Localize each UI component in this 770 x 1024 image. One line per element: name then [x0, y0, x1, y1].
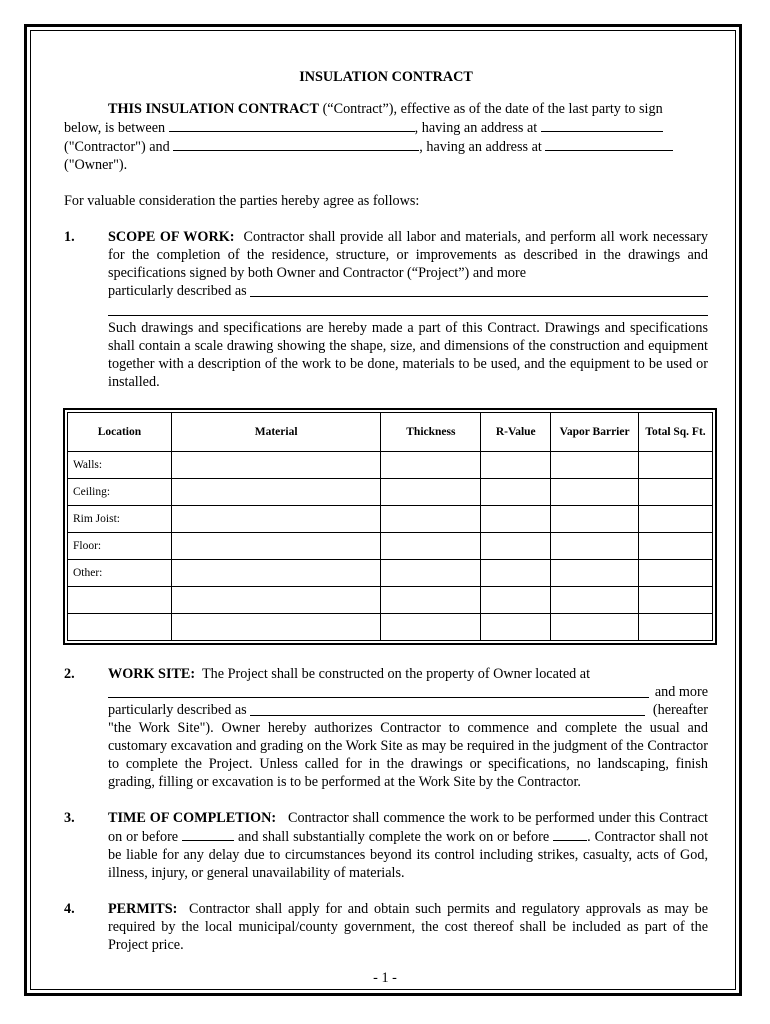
section-number: 2. — [64, 666, 75, 682]
contract-body — [64, 64, 708, 954]
section-text: Contractor shall provide all labor and materials, and perform all work necessary for the completion of the residence, structure, or improvements as described in the drawings and specifications signed by both Owner and Contractor (“Project”) and more — [108, 229, 709, 281]
insulation-table — [67, 412, 713, 641]
column-header: Location — [68, 413, 172, 452]
table-cell[interactable] — [481, 587, 551, 614]
table-cell[interactable] — [481, 506, 551, 533]
table-cell[interactable] — [171, 614, 381, 641]
intro-line3-b: , having an address at — [419, 139, 542, 155]
section-text: (hereafter — [652, 702, 708, 718]
section-text: Such drawings and specifications are hereby made a part of this Contract. Drawings and specifications shall contain a scale drawing showing the shape, size, and dimensions of the construction and equipment together with a description of the work to be done, materials to be used, and the equipment to be used or installed. — [108, 320, 708, 390]
table-row — [68, 560, 713, 587]
column-header: Material — [171, 413, 381, 452]
page-number: - 1 - — [373, 970, 397, 986]
table-cell[interactable] — [639, 479, 713, 506]
project-description-blank-2[interactable] — [108, 300, 708, 316]
table-cell[interactable] — [481, 614, 551, 641]
project-description-blank[interactable] — [250, 283, 708, 297]
table-row — [68, 587, 713, 614]
column-header: Vapor Barrier — [551, 413, 639, 452]
table-cell[interactable] — [551, 560, 639, 587]
table-cell[interactable] — [381, 479, 481, 506]
row-label: Rim Joist: — [68, 506, 172, 533]
section-text: Contractor shall commence the work to be performed under this Contract on or before — [108, 810, 708, 845]
intro-line2-b: , having an address at — [414, 120, 538, 136]
table-cell[interactable] — [639, 560, 713, 587]
table-cell[interactable] — [481, 560, 551, 587]
section-work-site — [64, 665, 708, 791]
table-cell[interactable] — [481, 533, 551, 560]
document-title: INSULATION CONTRACT — [299, 69, 473, 85]
table-cell[interactable] — [551, 506, 639, 533]
table-cell[interactable] — [171, 560, 381, 587]
table-cell[interactable] — [639, 452, 713, 479]
completion-date-blank[interactable] — [553, 827, 587, 841]
table-row — [68, 506, 713, 533]
owner-address-blank[interactable] — [545, 137, 673, 151]
table-cell[interactable] — [639, 506, 713, 533]
table-cell[interactable] — [171, 452, 381, 479]
table-cell[interactable] — [481, 452, 551, 479]
table-cell[interactable] — [639, 614, 713, 641]
table-cell[interactable] — [551, 614, 639, 641]
intro-line2-a: below, is between — [64, 120, 166, 136]
section-text: particularly described as — [108, 702, 247, 718]
section-text: "the Work Site"). Owner hereby authorizes Contractor to commence and complete the usual and customary excavation and grading on the Work Site as may be required in the judgment of the Contractor to complete the Project. Unless called for in the drawings or specifications, no landscaping, finish grading, filling or excavation is to be performed at the Work Site by the Contractor. — [108, 720, 708, 790]
table-cell[interactable] — [381, 506, 481, 533]
insulation-table-frame — [63, 408, 717, 645]
consideration-text: For valuable consideration the parties hereby agree as follows: — [64, 193, 420, 209]
section-text: and more — [654, 684, 708, 700]
table-cell[interactable] — [381, 533, 481, 560]
section-scope-of-work — [64, 228, 708, 391]
table-cell[interactable] — [381, 452, 481, 479]
row-label[interactable] — [68, 587, 172, 614]
intro-line1: (“Contract”), effective as of the date of the last party to sign — [319, 101, 663, 117]
table-cell[interactable] — [381, 560, 481, 587]
table-row — [68, 479, 713, 506]
work-site-description-blank[interactable] — [250, 702, 645, 716]
section-permits — [64, 900, 708, 954]
table-cell[interactable] — [551, 479, 639, 506]
section-number: 1. — [64, 229, 75, 245]
section-heading: PERMITS: — [108, 901, 178, 917]
contractor-address-blank[interactable] — [541, 118, 663, 132]
table-cell[interactable] — [171, 587, 381, 614]
table-cell[interactable] — [551, 452, 639, 479]
table-row — [68, 452, 713, 479]
table-cell[interactable] — [171, 533, 381, 560]
contractor-name-blank[interactable] — [169, 118, 415, 132]
table-cell[interactable] — [381, 587, 481, 614]
section-number: 4. — [64, 901, 75, 917]
work-site-location-blank[interactable] — [108, 684, 649, 698]
table-header-row — [68, 413, 713, 452]
section-heading: WORK SITE: — [108, 666, 196, 682]
intro-line3-a: ("Contractor") and — [64, 139, 170, 155]
column-header: R-Value — [481, 413, 551, 452]
table-cell[interactable] — [171, 479, 381, 506]
start-date-blank[interactable] — [182, 827, 234, 841]
section-time-of-completion: 3. TIME OF COMPLETION: Contractor shall commence the work to be performed under this Contract on or before and shall substantially complete the work on or before . Contractor shall not be liable for any delay due to circumstances beyond its control including strikes, casualty, acts of God, illness, injury, or general unavailability of materials. — [64, 810, 709, 881]
section-text: The Project shall be constructed on the property of Owner located at — [201, 666, 591, 682]
table-cell[interactable] — [551, 587, 639, 614]
table-cell[interactable] — [481, 479, 551, 506]
row-label: Ceiling: — [68, 479, 172, 506]
section-text: Contractor shall not be liable for any delay due to circumstances beyond its control including strikes, casualty, acts of God, illness, injury, or general unavailability of materials. — [108, 829, 709, 881]
intro-paragraph — [64, 100, 708, 174]
section-text: particularly described as — [108, 283, 247, 299]
table-row — [68, 533, 713, 560]
column-header: Total Sq. Ft. — [639, 413, 713, 452]
table-cell[interactable] — [639, 587, 713, 614]
table-cell[interactable] — [381, 614, 481, 641]
section-heading: SCOPE OF WORK: — [108, 229, 235, 245]
section-text: Contractor shall apply for and obtain such permits and regulatory approvals as may be required by the local municipal/county government, the cost thereof shall be included as part of the Project price. — [108, 901, 709, 953]
table-row — [68, 614, 713, 641]
row-label: Floor: — [68, 533, 172, 560]
section-heading: TIME OF COMPLETION: — [108, 810, 277, 826]
owner-name-blank[interactable] — [173, 137, 419, 151]
table-cell[interactable] — [171, 506, 381, 533]
row-label[interactable] — [68, 614, 172, 641]
row-label: Walls: — [68, 452, 172, 479]
intro-line4: ("Owner"). — [64, 157, 128, 173]
row-label: Other: — [68, 560, 172, 587]
column-header: Thickness — [381, 413, 481, 452]
intro-lead: THIS INSULATION CONTRACT — [108, 101, 320, 117]
section-number: 3. — [64, 810, 75, 826]
table-cell[interactable] — [551, 533, 639, 560]
table-cell[interactable] — [639, 533, 713, 560]
section-text: and shall substantially complete the work on or before — [237, 829, 550, 845]
